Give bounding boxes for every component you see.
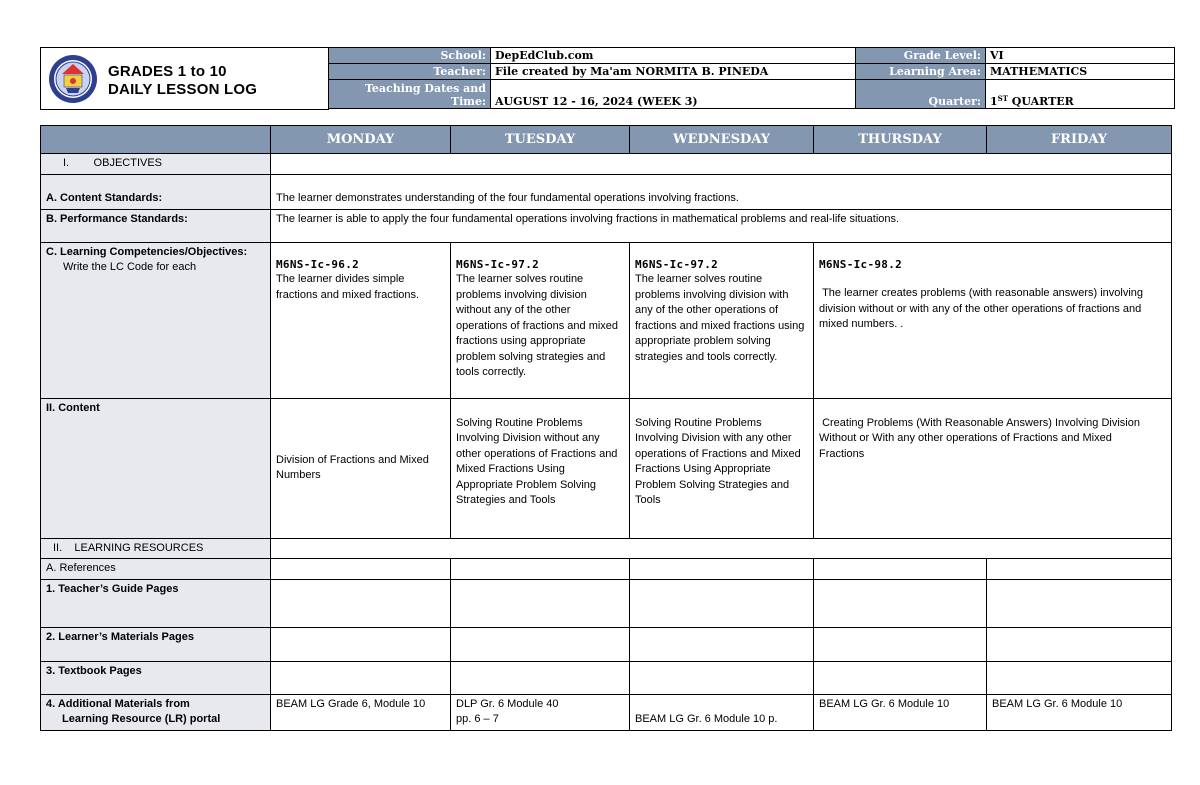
day-thursday: THURSDAY <box>814 126 987 154</box>
performance-standards-label: B. Performance Standards: <box>41 209 271 242</box>
deped-seal-icon <box>48 54 98 104</box>
teaching-dates-label: Teaching Dates and Time: <box>329 80 491 109</box>
header-title-box <box>40 47 329 110</box>
content-monday: Division of Fractions and Mixed Numbers <box>271 398 451 538</box>
header-info-table <box>328 47 1175 109</box>
references-tuesday <box>451 559 630 580</box>
tb-wednesday <box>630 661 814 694</box>
day-wednesday: WEDNESDAY <box>630 126 814 154</box>
lm-tuesday <box>451 627 630 661</box>
competencies-label: C. Learning Competencies/Objectives: Write the LC Code for each <box>41 242 271 398</box>
references-wednesday <box>630 559 814 580</box>
additional-materials-row <box>41 694 1172 730</box>
tg-wednesday <box>630 579 814 627</box>
competencies-row <box>41 242 1172 398</box>
content-wednesday: Solving Routine Problems Involving Division with any other operations of Fractions and Mixed Fractions Using Appropriate Problem Solving Strategies and Tools <box>630 398 814 538</box>
references-monday <box>271 559 451 580</box>
tb-friday <box>987 661 1172 694</box>
performance-standards-row <box>41 209 1172 242</box>
day-tuesday: TUESDAY <box>451 126 630 154</box>
content-row <box>41 398 1172 538</box>
tg-pages-label: 1. Teacher’s Guide Pages <box>41 579 271 627</box>
content-thursday: Creating Problems (With Reasonable Answers) Involving Division Without or With any other operations of Fractions and Mixed Fractions <box>814 398 1172 538</box>
content-standards-row <box>41 174 1172 209</box>
additional-friday: BEAM LG Gr. 6 Module 10 <box>987 694 1172 730</box>
lm-friday <box>987 627 1172 661</box>
lm-pages-label: 2. Learner’s Materials Pages <box>41 627 271 661</box>
day-header-row <box>41 126 1172 154</box>
lm-pages-row <box>41 627 1172 661</box>
tb-tuesday <box>451 661 630 694</box>
tg-thursday <box>814 579 987 627</box>
additional-monday: BEAM LG Grade 6, Module 10 <box>271 694 451 730</box>
tg-pages-row <box>41 579 1172 627</box>
textbook-pages-row <box>41 661 1172 694</box>
lesson-log-table <box>40 125 1172 731</box>
teaching-dates-value: AUGUST 12 - 16, 2024 (WEEK 3) <box>491 80 856 109</box>
day-friday: FRIDAY <box>987 126 1172 154</box>
objectives-row <box>41 154 1172 175</box>
content-standards-label: A. Content Standards: <box>41 174 271 209</box>
tb-monday <box>271 661 451 694</box>
tg-tuesday <box>451 579 630 627</box>
performance-standards-text: The learner is able to apply the four fundamental operations involving fractions in mathematical problems and real-life situations. <box>271 209 1172 242</box>
learning-area-value: MATHEMATICS <box>986 64 1175 80</box>
content-tuesday: Solving Routine Problems Involving Division without any other operations of Fractions and Mixed Fractions Using Appropriate Problem Solving Strategies and Tools <box>451 398 630 538</box>
additional-tuesday: DLP Gr. 6 Module 40 pp. 6 – 7 <box>451 694 630 730</box>
learning-area-label: Learning Area: <box>856 64 986 80</box>
lm-thursday <box>814 627 987 661</box>
grade-level-value: VI <box>986 48 1175 64</box>
content-standards-text: The learner demonstrates understanding of the four fundamental operations involving fractions. <box>271 174 1172 209</box>
quarter-value: 1ST QUARTER <box>986 80 1175 109</box>
page-title: GRADES 1 to 10 DAILY LESSON LOG <box>108 63 258 98</box>
corner-cell <box>41 126 271 154</box>
school-value: DepEdClub.com <box>491 48 856 64</box>
competency-tuesday: M6NS-Ic-97.2 The learner solves routine problems involving division without any of the other operations of fractions and mixed fractions using appropriate problem solving strategies and tools correctly. <box>451 242 630 398</box>
learning-resources-label: II. LEARNING RESOURCES <box>41 538 271 559</box>
additional-wednesday: BEAM LG Gr. 6 Module 10 p. <box>630 694 814 730</box>
objectives-label: I. OBJECTIVES <box>41 154 271 175</box>
textbook-pages-label: 3. Textbook Pages <box>41 661 271 694</box>
lm-monday <box>271 627 451 661</box>
additional-materials-label: 4. Additional Materials from Learning Resource (LR) portal <box>41 694 271 730</box>
references-thursday <box>814 559 987 580</box>
learning-resources-row <box>41 538 1172 559</box>
references-row <box>41 559 1172 580</box>
objectives-cell <box>271 154 1172 175</box>
day-monday: MONDAY <box>271 126 451 154</box>
quarter-label: Quarter: <box>856 80 986 109</box>
competency-wednesday: M6NS-Ic-97.2 The learner solves routine problems involving division with any of the other operations of fractions and mixed fractions using appropriate problem solving strategies and tools correctly. <box>630 242 814 398</box>
references-label: A. References <box>41 559 271 580</box>
grade-level-label: Grade Level: <box>856 48 986 64</box>
competency-monday: M6NS-Ic-96.2 The learner divides simple fractions and mixed fractions. <box>271 242 451 398</box>
tb-thursday <box>814 661 987 694</box>
additional-thursday: BEAM LG Gr. 6 Module 10 <box>814 694 987 730</box>
references-friday <box>987 559 1172 580</box>
school-label: School: <box>329 48 491 64</box>
teacher-label: Teacher: <box>329 64 491 80</box>
teacher-value: File created by Ma'am NORMITA B. PINEDA <box>491 64 856 80</box>
tg-friday <box>987 579 1172 627</box>
competency-thursday: M6NS-Ic-98.2 The learner creates problems (with reasonable answers) involving division without or with any of the other operations of fractions and mixed numbers. . <box>814 242 1172 398</box>
content-label: II. Content <box>41 398 271 538</box>
tg-monday <box>271 579 451 627</box>
learning-resources-cell <box>271 538 1172 559</box>
lm-wednesday <box>630 627 814 661</box>
